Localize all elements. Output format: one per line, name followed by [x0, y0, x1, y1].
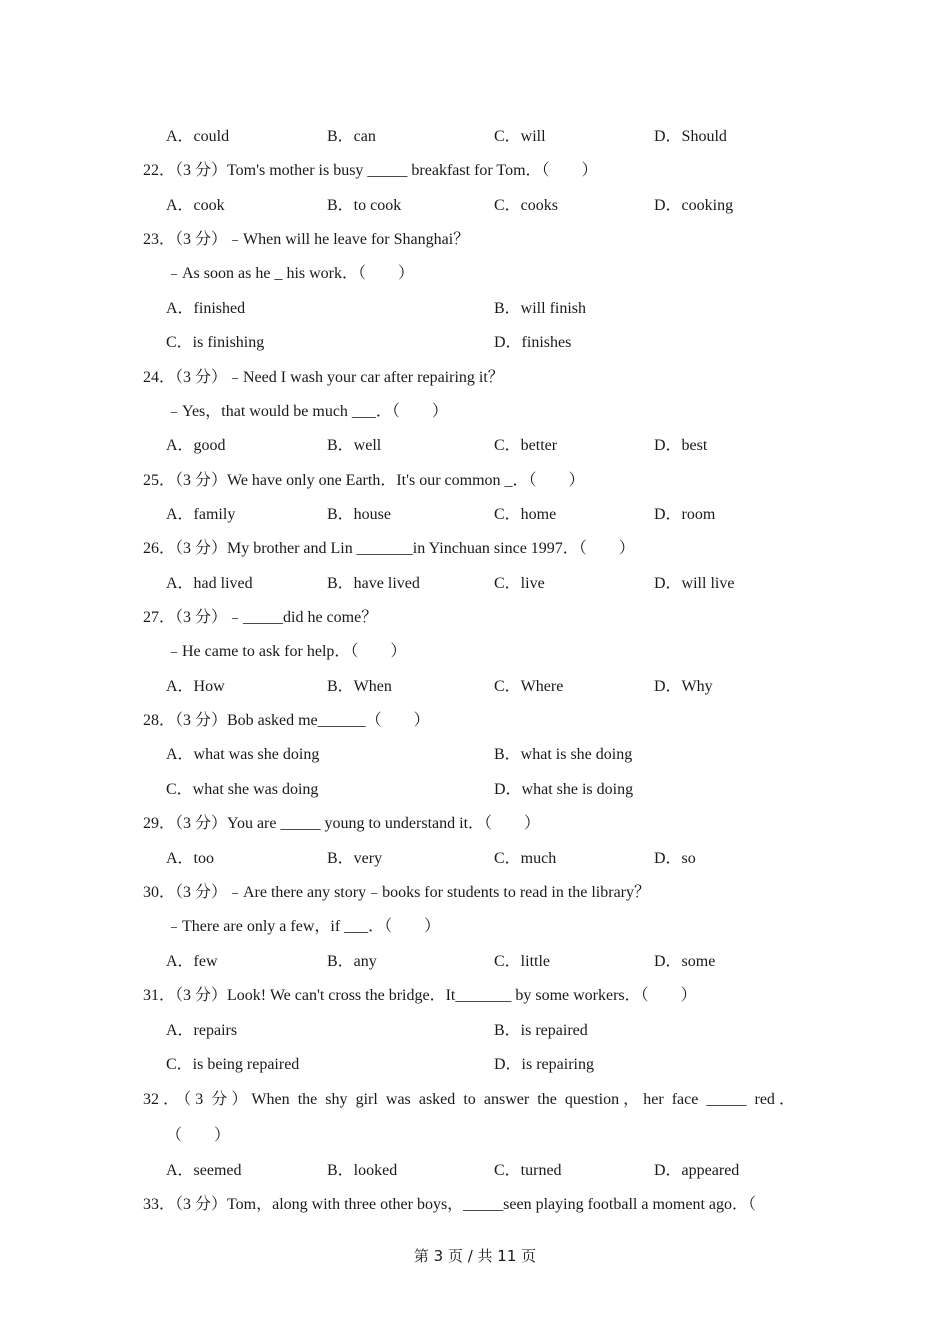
option-b: B．house [327, 506, 392, 523]
option-b: B．When [327, 678, 392, 695]
option-c: C．cooks [494, 197, 559, 214]
option-a: A．too [166, 850, 215, 867]
option-c: C．is being repaired [166, 1056, 300, 1073]
question-stem: 30．（3 分）﹣Are there any story﹣books for students to read in the library？ [143, 884, 651, 901]
option-d: D．appeared [654, 1162, 740, 1179]
option-c: C．live [494, 575, 545, 592]
question-stem-line2: ﹣As soon as he _ his work．（ ） [166, 265, 414, 282]
option-b: B．any [327, 953, 377, 970]
option-a: A．finished [166, 300, 246, 317]
question-stem-line2: ﹣Yes，that would be much ___．（ ） [166, 403, 448, 420]
page-footer: 第 3 页 / 共 11 页 [413, 1247, 537, 1265]
option-b: B．will finish [494, 300, 587, 317]
option-c: C．turned [494, 1162, 562, 1179]
option-b: B．is repaired [494, 1022, 588, 1039]
option-a: A．could [166, 128, 230, 145]
option-d: D．some [654, 953, 716, 970]
option-d: D．best [654, 437, 708, 454]
question-stem-line2: ﹣There are only a few，if ___．（ ） [166, 918, 441, 935]
option-a: A．seemed [166, 1162, 242, 1179]
option-a: A．cook [166, 197, 225, 214]
option-d: D．Should [654, 128, 727, 145]
option-c: C．home [494, 506, 557, 523]
option-d: D．will live [654, 575, 735, 592]
option-d: D．room [654, 506, 716, 523]
option-c: C．what she was doing [166, 781, 319, 798]
question-stem: 29．（3 分）You are _____ young to understand it．（ ） [143, 815, 541, 832]
option-b: B．what is she doing [494, 746, 633, 763]
question-stem-line2: ﹣He came to ask for help．（ ） [166, 643, 407, 660]
option-a: A．good [166, 437, 226, 454]
question-stem: 24．（3 分）﹣Need I wash your car after repairing it？ [143, 369, 504, 386]
option-d: D．cooking [654, 197, 734, 214]
option-c: C．Where [494, 678, 564, 695]
option-d: D．so [654, 850, 696, 867]
option-c: C．little [494, 953, 551, 970]
option-c: C．better [494, 437, 558, 454]
question-stem: 22．（3 分）Tom's mother is busy _____ breakfast for Tom．（ ） [143, 162, 598, 179]
option-a: A．family [166, 506, 236, 523]
question-stem: 23．（3 分）﹣When will he leave for Shanghai？ [143, 231, 470, 248]
option-b: B．very [327, 850, 383, 867]
option-d: D．finishes [494, 334, 572, 351]
option-b: B．can [327, 128, 376, 145]
option-b: B．to cook [327, 197, 402, 214]
question-stem: 25．（3 分）We have only one Earth．It's our common _．（ ） [143, 472, 585, 489]
question-stem: 27．（3 分）﹣_____did he come？ [143, 609, 378, 626]
option-c: C．will [494, 128, 546, 145]
option-c: C．much [494, 850, 557, 867]
option-a: A．what was she doing [166, 746, 320, 763]
option-b: B．looked [327, 1162, 398, 1179]
option-a: A．How [166, 678, 225, 695]
option-a: A．few [166, 953, 218, 970]
question-stem: 33．（3 分）Tom，along with three other boys，_____seen playing football a moment ago．（ [143, 1196, 757, 1213]
question-stem: 26．（3 分）My brother and Lin _______in Yinchuan since 1997．（ ） [143, 540, 635, 557]
question-stem: 31．（3 分）Look! We can't cross the bridge．It_______ by some workers．（ ） [143, 987, 697, 1004]
option-a: A．had lived [166, 575, 253, 592]
option-b: B．have lived [327, 575, 420, 592]
question-stem-line2: （ ） [166, 1127, 231, 1144]
option-a: A．repairs [166, 1022, 238, 1039]
question-stem: 32．（3 分）When the shy girl was asked to answer the question，her face _____ red． [143, 1091, 795, 1108]
option-d: D．what she is doing [494, 781, 634, 798]
option-d: D．is repairing [494, 1056, 594, 1073]
question-stem: 28．（3 分）Bob asked me______（ ） [143, 712, 430, 729]
option-c: C．is finishing [166, 334, 265, 351]
option-b: B．well [327, 437, 382, 454]
option-d: D．Why [654, 678, 713, 695]
